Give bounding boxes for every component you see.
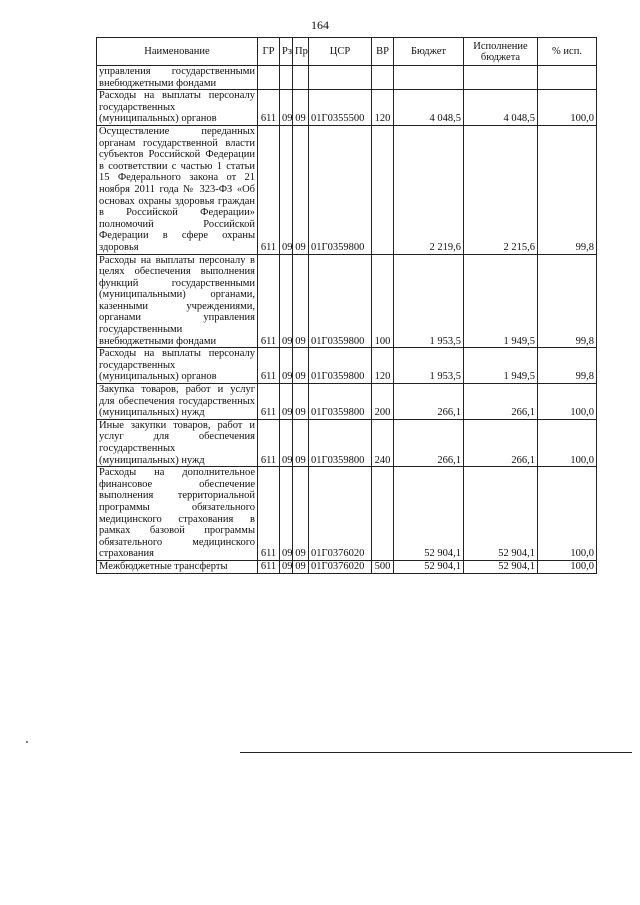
row-name: Иные закупки товаров, работ и услуг для обеспечения государственных (муниципальных) нужд xyxy=(97,419,258,466)
row-pr: 09 xyxy=(293,384,309,420)
row-pr: 09 xyxy=(293,419,309,466)
row-percent: 100,0 xyxy=(538,560,597,573)
header-budget: Бюджет xyxy=(394,38,464,66)
table-row xyxy=(97,125,597,254)
row-rz: 09 xyxy=(280,348,293,384)
row-csr: 01Г0359800 xyxy=(309,419,372,466)
row-name: Расходы на выплаты персоналу государственных (муниципальных) органов xyxy=(97,348,258,384)
table-header-row xyxy=(97,38,597,66)
page-number: 164 xyxy=(311,18,329,32)
row-rz: 09 xyxy=(280,125,293,254)
row-percent: 100,0 xyxy=(538,467,597,561)
row-budget: 1 953,5 xyxy=(394,348,464,384)
row-pr: 09 xyxy=(293,90,309,126)
row-vr xyxy=(372,125,394,254)
row-budget: 1 953,5 xyxy=(394,254,464,348)
row-rz: 09 xyxy=(280,254,293,348)
header-pr: Пр xyxy=(293,38,309,66)
row-pr: 09 xyxy=(293,254,309,348)
row-vr: 120 xyxy=(372,90,394,126)
row-budget: 266,1 xyxy=(394,419,464,466)
row-name: Расходы на дополнительное финансовое обеспечение выполнения территориальной программы обязательного медицинского страхования в рамках базовой программы обязательного медицинского страхования xyxy=(97,467,258,561)
row-csr: 01Г0376020 xyxy=(309,467,372,561)
row-gr: 611 xyxy=(258,560,280,573)
row-csr: 01Г0359800 xyxy=(309,348,372,384)
row-name: Расходы на выплаты персоналу государственных (муниципальных) органов xyxy=(97,90,258,126)
row-execution: 266,1 xyxy=(464,419,538,466)
row-rz: 09 xyxy=(280,419,293,466)
row-budget: 4 048,5 xyxy=(394,90,464,126)
row-percent xyxy=(538,66,597,90)
footer-divider xyxy=(240,752,632,753)
row-gr: 611 xyxy=(258,125,280,254)
row-execution: 52 904,1 xyxy=(464,467,538,561)
table-row xyxy=(97,254,597,348)
row-percent: 99,8 xyxy=(538,125,597,254)
row-percent: 100,0 xyxy=(538,419,597,466)
row-csr: 01Г0359800 xyxy=(309,384,372,420)
row-gr: 611 xyxy=(258,384,280,420)
row-vr xyxy=(372,66,394,90)
row-pr: 09 xyxy=(293,348,309,384)
row-csr: 01Г0359800 xyxy=(309,125,372,254)
row-vr: 120 xyxy=(372,348,394,384)
row-gr xyxy=(258,66,280,90)
scan-speck xyxy=(26,741,28,743)
header-execution: Исполнение бюджета xyxy=(464,38,538,66)
row-name: управления государственными внебюджетными фондами xyxy=(97,66,258,90)
row-gr: 611 xyxy=(258,90,280,126)
header-rz: Рз xyxy=(280,38,293,66)
row-rz: 09 xyxy=(280,384,293,420)
table-row xyxy=(97,348,597,384)
row-percent: 100,0 xyxy=(538,90,597,126)
table-row xyxy=(97,66,597,90)
table-row xyxy=(97,384,597,420)
row-budget: 52 904,1 xyxy=(394,560,464,573)
row-vr: 500 xyxy=(372,560,394,573)
row-csr xyxy=(309,66,372,90)
row-percent: 99,8 xyxy=(538,254,597,348)
row-gr: 611 xyxy=(258,419,280,466)
row-vr: 100 xyxy=(372,254,394,348)
row-name: Межбюджетные трансферты xyxy=(97,560,258,573)
table-row xyxy=(97,467,597,561)
row-name: Расходы на выплаты персоналу в целях обеспечения выполнения функций государственными (муниципальными) органами, казенными учреждениями, органами управления государственными внебюджетными фондами xyxy=(97,254,258,348)
row-rz: 09 xyxy=(280,90,293,126)
row-gr: 611 xyxy=(258,254,280,348)
header-csr: ЦСР xyxy=(309,38,372,66)
row-execution: 52 904,1 xyxy=(464,560,538,573)
table-row xyxy=(97,560,597,573)
row-execution: 2 215,6 xyxy=(464,125,538,254)
row-gr: 611 xyxy=(258,348,280,384)
row-percent: 100,0 xyxy=(538,384,597,420)
row-execution: 1 949,5 xyxy=(464,254,538,348)
row-rz xyxy=(280,66,293,90)
row-csr: 01Г0376020 xyxy=(309,560,372,573)
row-budget: 266,1 xyxy=(394,384,464,420)
row-execution: 266,1 xyxy=(464,384,538,420)
row-percent: 99,8 xyxy=(538,348,597,384)
table-row xyxy=(97,90,597,126)
row-pr: 09 xyxy=(293,560,309,573)
row-budget xyxy=(394,66,464,90)
row-csr: 01Г0355500 xyxy=(309,90,372,126)
header-name: Наименование xyxy=(97,38,258,66)
row-csr: 01Г0359800 xyxy=(309,254,372,348)
row-rz: 09 xyxy=(280,560,293,573)
row-vr: 200 xyxy=(372,384,394,420)
row-pr: 09 xyxy=(293,467,309,561)
row-execution xyxy=(464,66,538,90)
row-vr: 240 xyxy=(372,419,394,466)
row-pr: 09 xyxy=(293,125,309,254)
row-name: Закупка товаров, работ и услуг для обеспечения государственных (муниципальных) нужд xyxy=(97,384,258,420)
header-gr: ГР xyxy=(258,38,280,66)
table-row xyxy=(97,419,597,466)
row-name: Осуществление переданных органам государственной власти субъектов Российской Федерации в соответствии с частью 1 статьи 15 Федерального закона от 21 ноября 2011 года № 323-ФЗ «Об основах охраны здоровья граждан в Российской Федерации» полномочий Российской Федерации в сфере охраны здоровья xyxy=(97,125,258,254)
row-pr xyxy=(293,66,309,90)
budget-execution-table xyxy=(96,37,597,574)
row-rz: 09 xyxy=(280,467,293,561)
row-budget: 2 219,6 xyxy=(394,125,464,254)
header-vr: ВР xyxy=(372,38,394,66)
row-execution: 4 048,5 xyxy=(464,90,538,126)
row-budget: 52 904,1 xyxy=(394,467,464,561)
row-execution: 1 949,5 xyxy=(464,348,538,384)
row-gr: 611 xyxy=(258,467,280,561)
header-percent: % исп. xyxy=(538,38,597,66)
row-vr xyxy=(372,467,394,561)
